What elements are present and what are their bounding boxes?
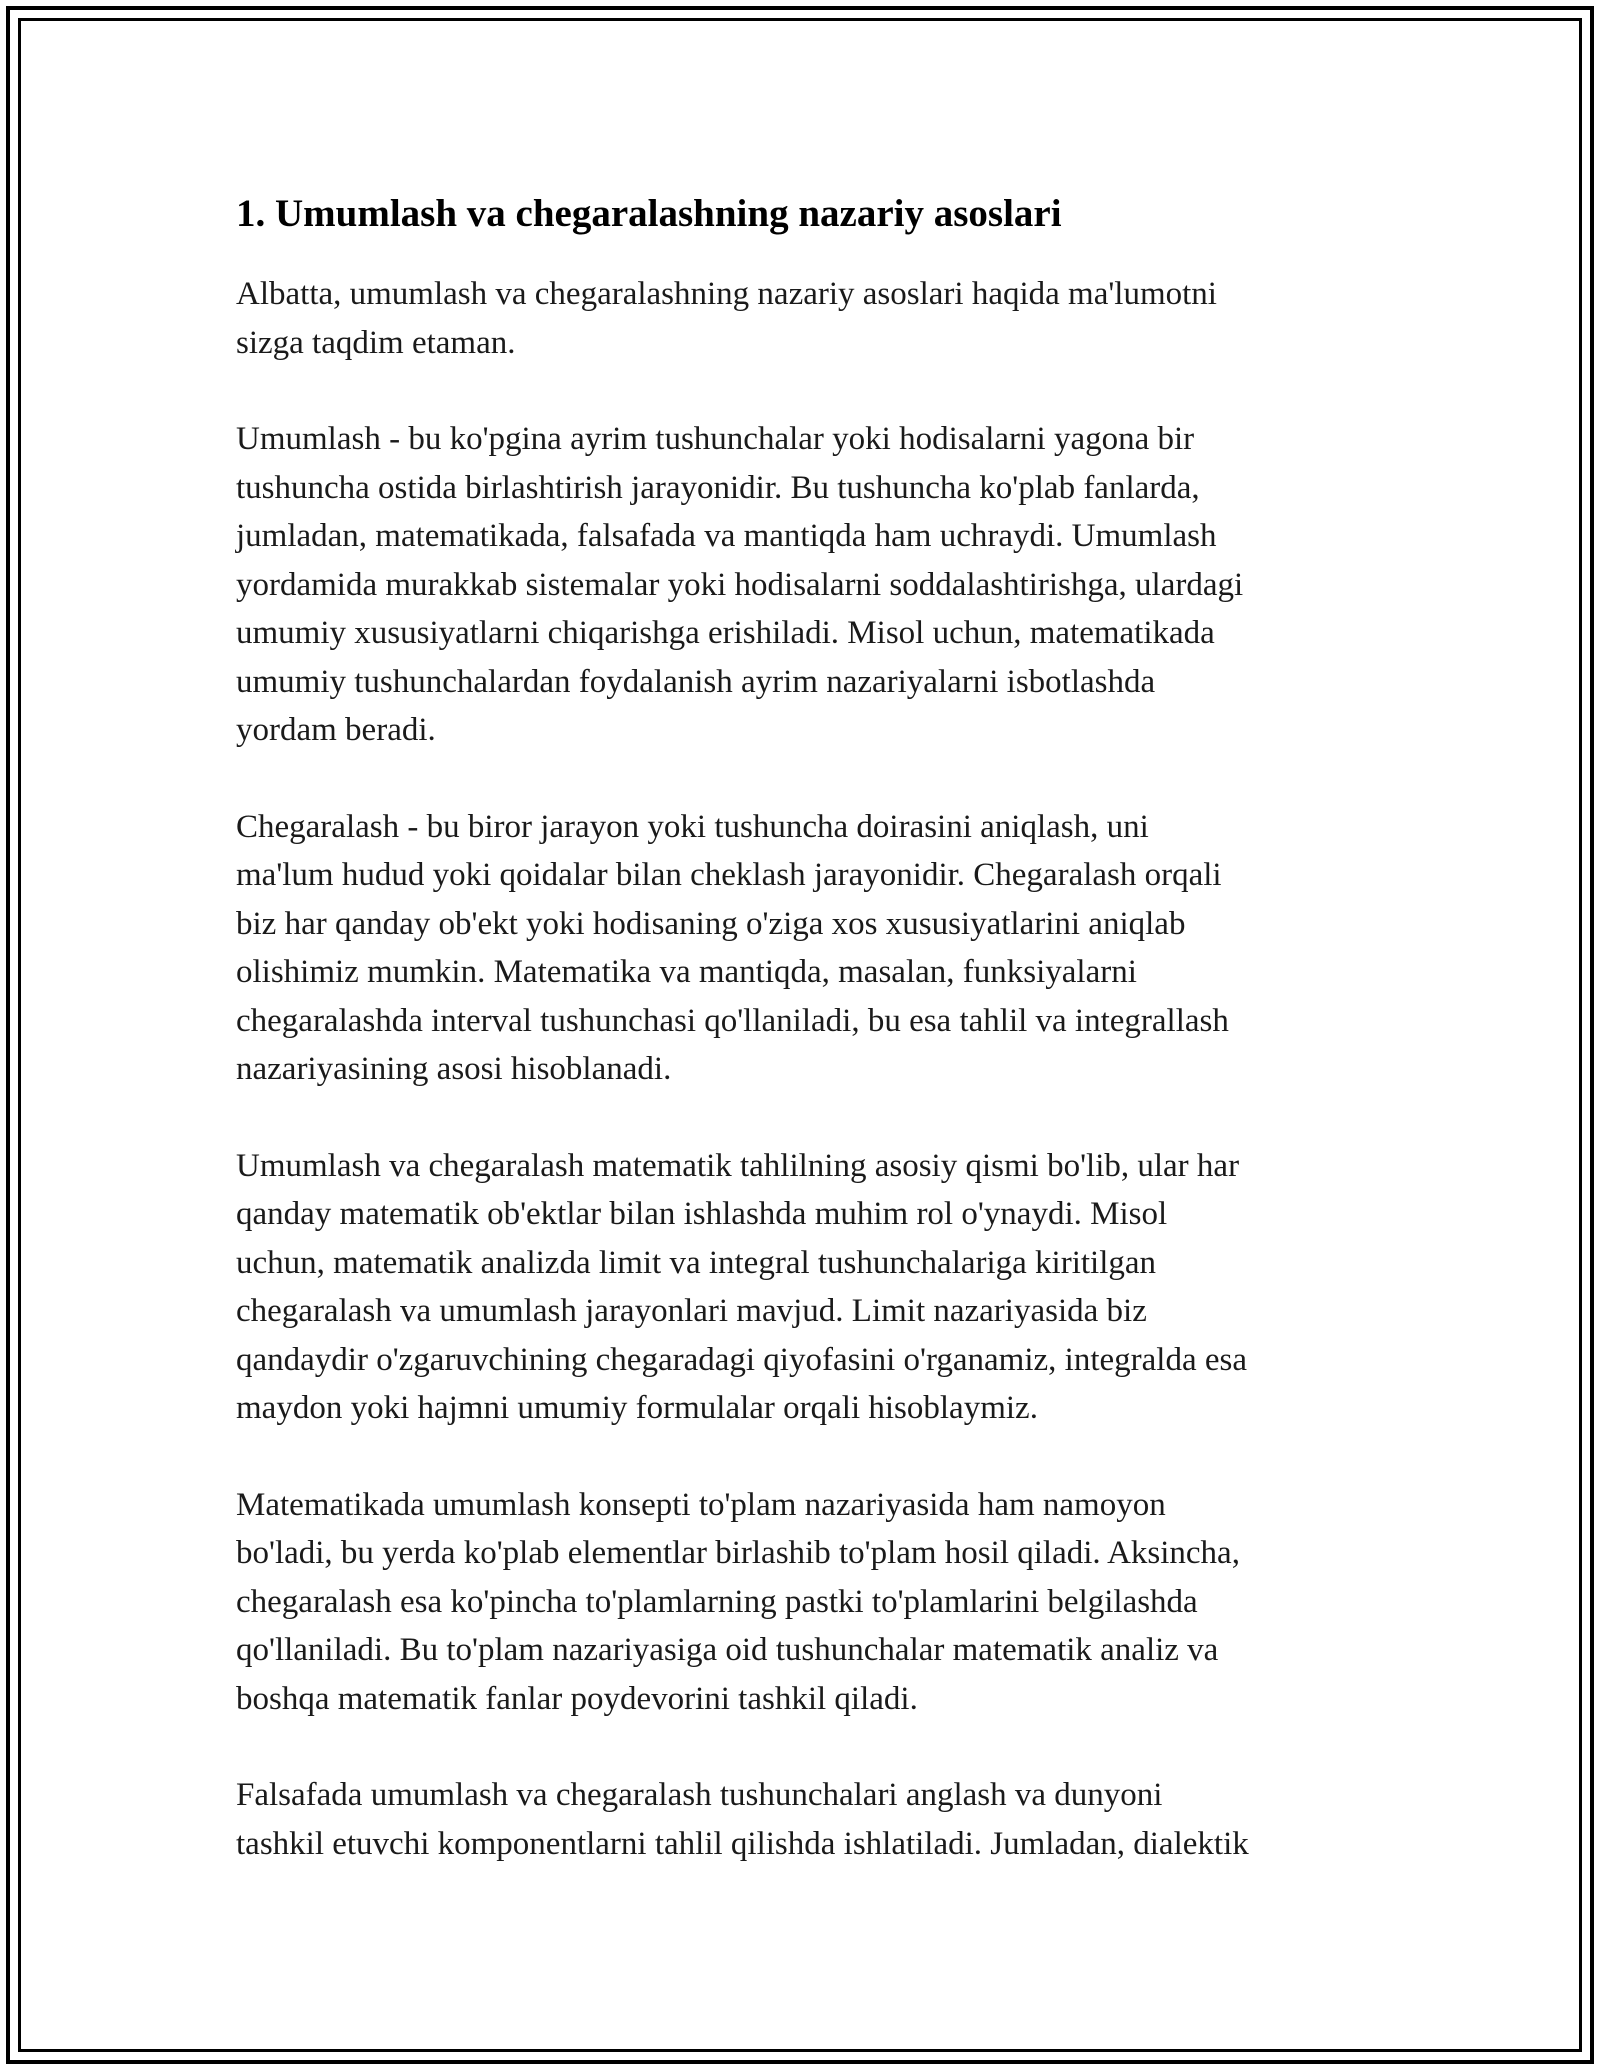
paragraph bbox=[236, 270, 1376, 367]
text-line: olishimiz mumkin. Matematika va mantiqda, masalan, funksiyalarni bbox=[236, 954, 1137, 990]
text-line: sizga taqdim etaman. bbox=[236, 324, 516, 361]
text-line: qo'llaniladi. Bu to'plam nazariyasiga oid tushunchalar matematik analiz va bbox=[236, 1632, 1219, 1668]
text-line: chegaralash esa ko'pincha to'plamlarning pastki to'plamlarini belgilashda bbox=[236, 1583, 1198, 1620]
text-line: qanday matematik ob'ektlar bilan ishlashda muhim rol o'ynaydi. Misol bbox=[236, 1196, 1168, 1232]
section-heading: 1. Umumlash va chegaralashning nazariy asoslari bbox=[236, 192, 1062, 235]
text-line: biz har qanday ob'ekt yoki hodisaning o'ziga xos xususiyatlarini aniqlab bbox=[236, 905, 1186, 942]
text-line: chegaralashda interval tushunchasi qo'llaniladi, bu esa tahlil va integrallash bbox=[236, 1002, 1229, 1039]
text-line: tushuncha ostida birlashtirish jarayonidir. Bu tushuncha ko'plab fanlarda, bbox=[236, 469, 1200, 506]
text-line: maydon yoki hajmni umumiy formulalar orqali hisoblaymiz. bbox=[236, 1390, 1038, 1426]
text-line: boshqa matematik fanlar poydevorini tashkil qiladi. bbox=[236, 1680, 918, 1717]
text-line: Albatta, umumlash va chegaralashning nazariy asoslari haqida ma'lumotni bbox=[236, 276, 1217, 312]
paragraph bbox=[236, 415, 1376, 755]
text-line: chegaralash va umumlash jarayonlari mavjud. Limit nazariyasida biz bbox=[236, 1293, 1147, 1329]
paragraph bbox=[236, 803, 1376, 1094]
text-line: Umumlash - bu ko'pgina ayrim tushunchalar yoki hodisalarni yagona bir bbox=[236, 421, 1195, 457]
text-line: uchun, matematik analizda limit va integral tushunchalariga kiritilgan bbox=[236, 1244, 1157, 1281]
text-line: ma'lum hudud yoki qoidalar bilan cheklash jarayonidir. Chegaralash orqali bbox=[236, 857, 1222, 893]
text-line: Matematikada umumlash konsepti to'plam nazariyasida ham namoyon bbox=[236, 1486, 1166, 1523]
text-line: umumiy tushunchalardan foydalanish ayrim nazariyalarni isbotlashda bbox=[236, 663, 1156, 700]
text-line: yordamida murakkab sistemalar yoki hodisalarni soddalashtirishga, ulardagi bbox=[236, 566, 1244, 603]
text-line: bo'ladi, bu yerda ko'plab elementlar birlashib to'plam hosil qiladi. Aksincha, bbox=[236, 1535, 1240, 1571]
text-line: jumladan, matematikada, falsafada va mantiqda ham uchraydi. Umumlash bbox=[236, 518, 1217, 554]
text-line: nazariyasining asosi hisoblanadi. bbox=[236, 1051, 672, 1087]
text-line: tashkil etuvchi komponentlarni tahlil qilishda ishlatiladi. Jumladan, dialektik bbox=[236, 1825, 1249, 1862]
text-line: Chegaralash - bu biror jarayon yoki tushuncha doirasini aniqlash, uni bbox=[236, 808, 1149, 845]
document-body bbox=[236, 186, 1376, 1868]
paragraph bbox=[236, 1142, 1376, 1433]
text-line: Umumlash va chegaralash matematik tahlilning asosiy qismi bo'lib, ular har bbox=[236, 1147, 1240, 1184]
text-line: umumiy xususiyatlarni chiqarishga erishiladi. Misol uchun, matematikada bbox=[236, 615, 1215, 651]
text-line: yordam beradi. bbox=[236, 712, 436, 748]
text-line: Falsafada umumlash va chegaralash tushunchalari anglash va dunyoni bbox=[236, 1777, 1163, 1813]
text-line: qandaydir o'zgaruvchining chegaradagi qiyofasini o'rganamiz, integralda esa bbox=[236, 1341, 1247, 1378]
paragraph bbox=[236, 1771, 1376, 1868]
paragraph bbox=[236, 1481, 1376, 1724]
